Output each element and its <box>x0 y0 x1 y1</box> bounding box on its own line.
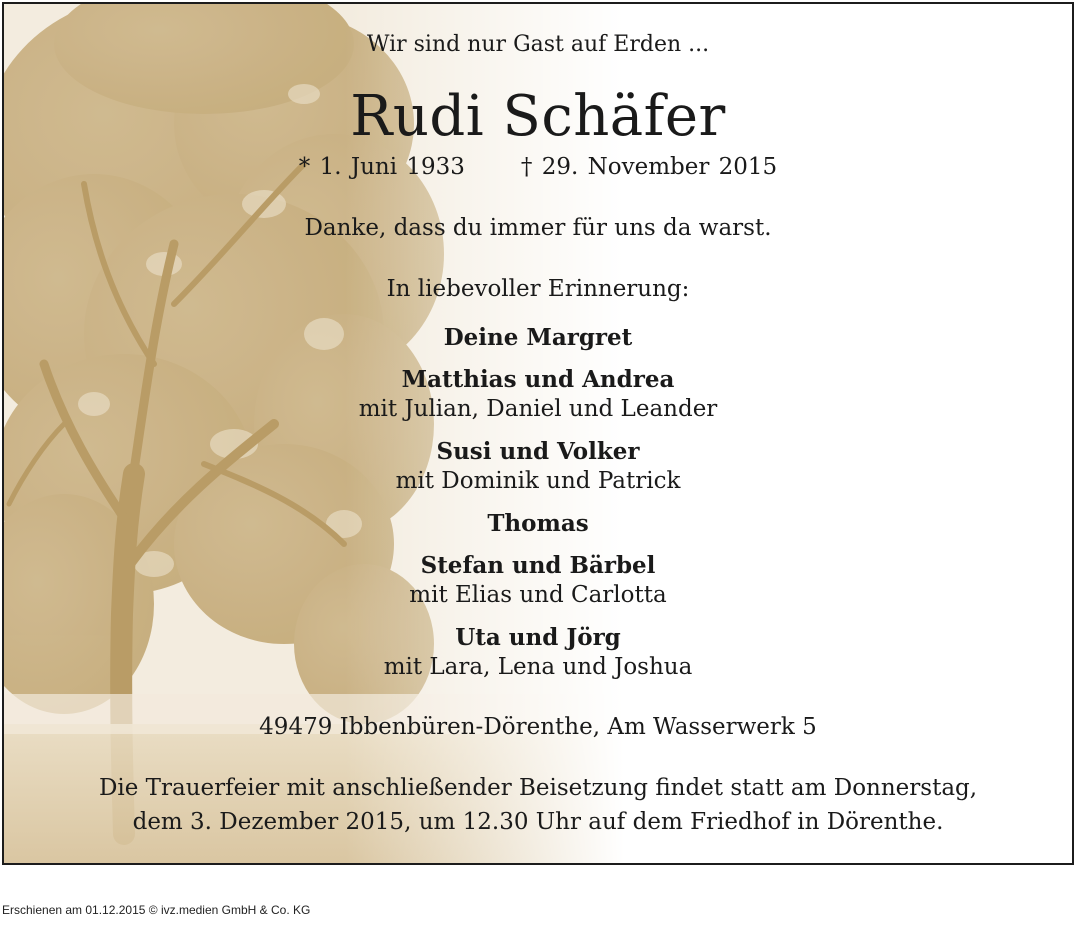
mourner-name: Thomas <box>487 510 589 537</box>
mourner-children: mit Dominik und Patrick <box>395 468 681 494</box>
mourner-name: Matthias und Andrea <box>401 366 675 393</box>
family-address: 49479 Ibbenbüren-Dörenthe, Am Wasserwerk 5 <box>259 714 817 740</box>
mourner-name: Uta und Jörg <box>455 624 621 651</box>
birth-date: * 1. Juni 1933 <box>298 154 465 180</box>
life-dates <box>4 154 1072 180</box>
mourner-name: Deine Margret <box>443 324 633 351</box>
memory-heading: In liebevoller Erinnerung: <box>386 276 690 302</box>
publication-footer: Erschienen am 01.12.2015 © ivz.medien GmbH & Co. KG <box>2 903 311 917</box>
death-date: † 29. November 2015 <box>520 154 778 180</box>
funeral-info-line: Die Trauerfeier mit anschließender Beisetzung findet statt am Donnerstag, <box>98 775 978 801</box>
notice-text <box>4 4 1072 863</box>
intro-quote: Wir sind nur Gast auf Erden ... <box>366 32 710 57</box>
mourner-children: mit Julian, Daniel und Leander <box>358 396 718 422</box>
obituary-notice <box>2 2 1074 865</box>
mourner-name: Susi und Volker <box>436 438 640 465</box>
mourner-children: mit Lara, Lena und Joshua <box>383 654 693 680</box>
mourner-children: mit Elias und Carlotta <box>409 582 667 608</box>
mourner-name: Stefan und Bärbel <box>420 552 656 579</box>
funeral-info-line: dem 3. Dezember 2015, um 12.30 Uhr auf dem Friedhof in Dörenthe. <box>132 809 944 835</box>
thanks-line: Danke, dass du immer für uns da warst. <box>304 215 772 241</box>
deceased-name: Rudi Schäfer <box>350 84 726 149</box>
